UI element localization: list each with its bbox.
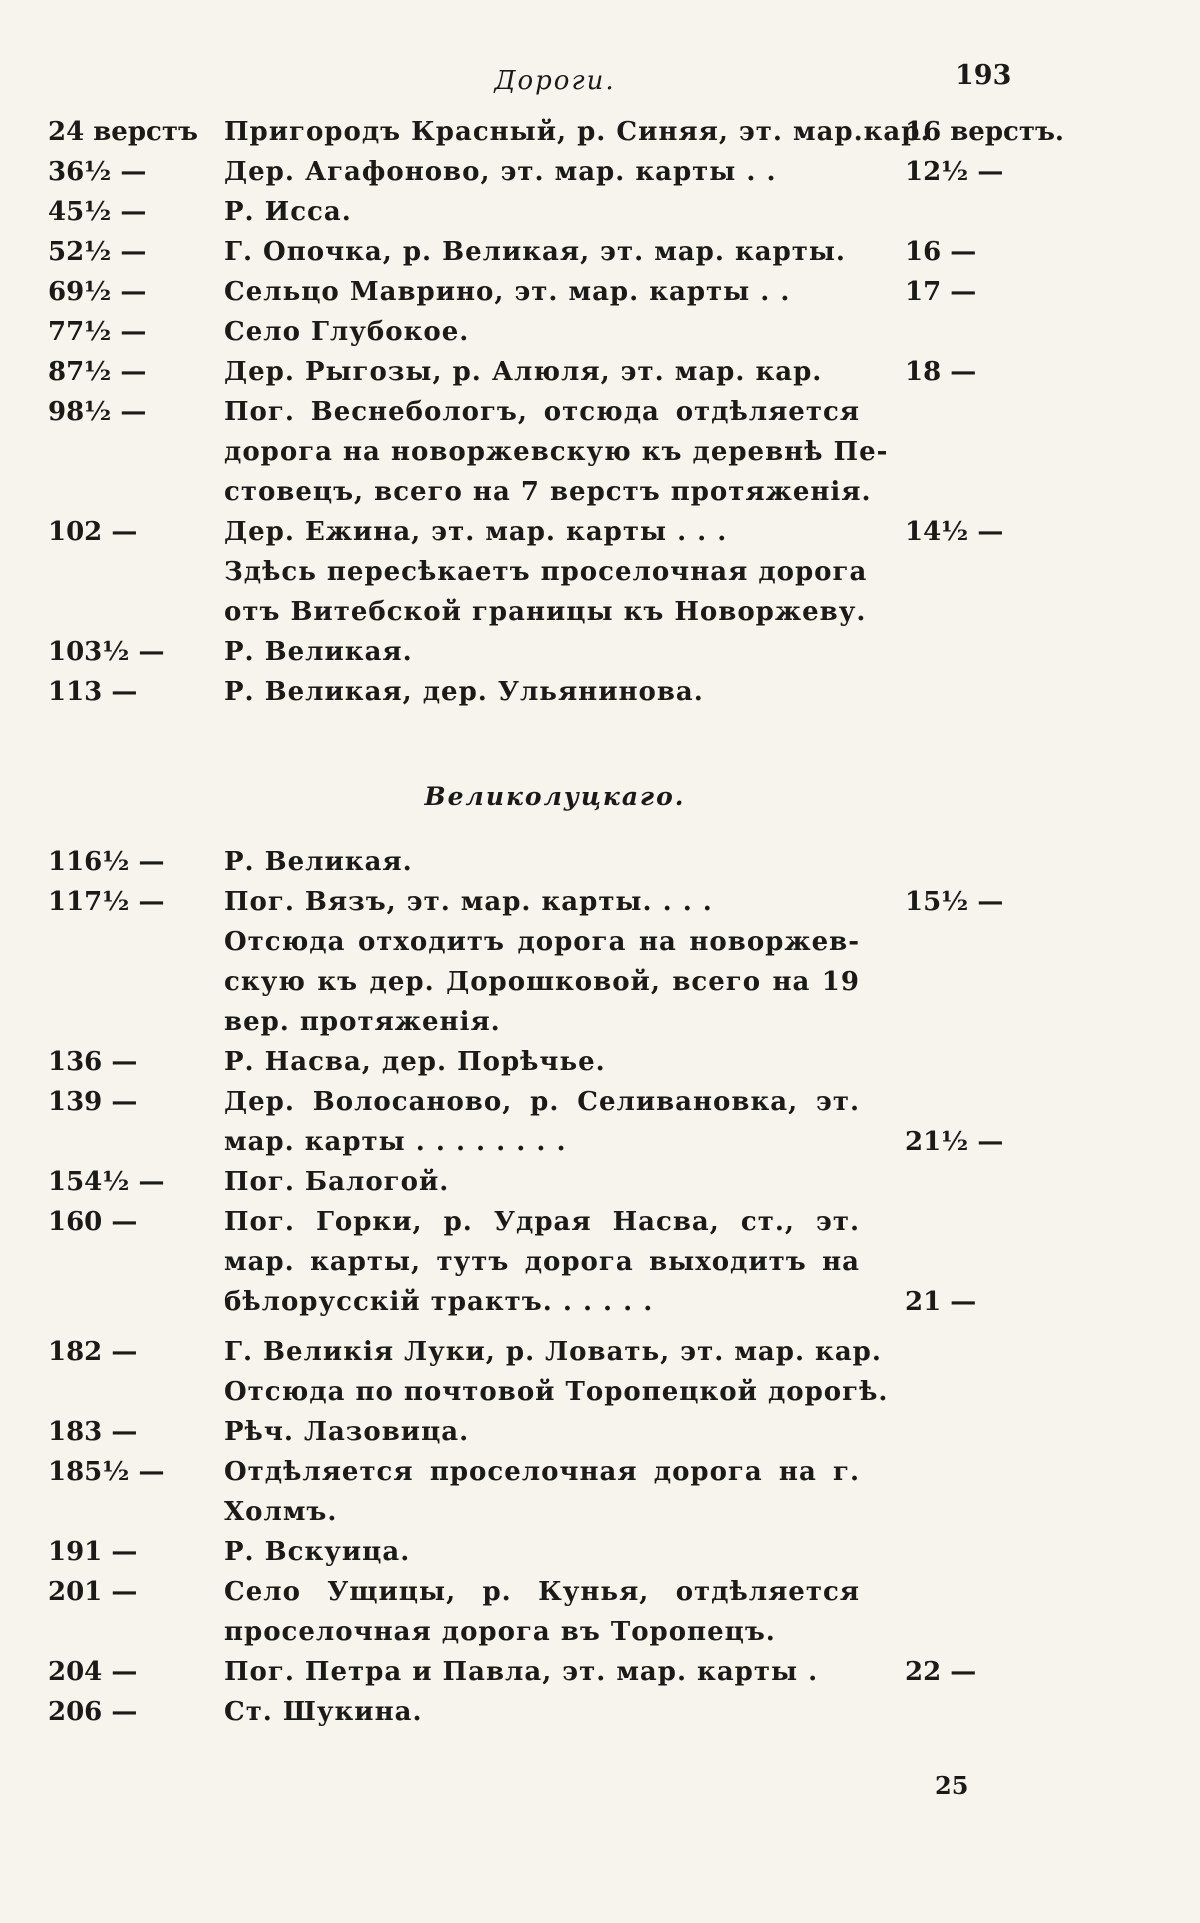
distance-cell: 77½ — [48,317,147,347]
route-entry [0,1122,1200,1162]
place-description: Р. Исса. [224,197,352,227]
place-description: Дер. Волосаново, р. Селивановка, эт. [224,1087,860,1117]
route-entry [0,432,1200,472]
place-description: стовецъ, всего на 7 верстъ протяженія. [224,477,872,507]
distance-cell: 45½ — [48,197,147,227]
route-entry [0,512,1200,552]
route-entry [0,1202,1200,1242]
route-entry [0,882,1200,922]
route-entry [0,962,1200,1002]
stage-distance-cell: 16 — [905,237,977,267]
place-description: Пог. Петра и Павла, эт. мар. карты . [224,1657,819,1687]
route-entry [0,1082,1200,1122]
stage-distance-cell: 21 — [905,1287,977,1317]
page-number: 193 [955,60,1012,91]
route-entry [0,632,1200,672]
distance-cell: 36½ — [48,157,147,187]
distance-cell: 69½ — [48,277,147,307]
stage-distance-cell: 16 верстъ. [905,117,1064,147]
distance-cell: 204 — [48,1657,138,1687]
place-description: вер. протяженія. [224,1007,501,1037]
route-entry [0,472,1200,512]
route-entry [0,232,1200,272]
route-entry [0,1532,1200,1572]
place-description: Р. Великая. [224,637,413,667]
distance-cell: 154½ — [48,1167,165,1197]
place-description: мар. карты, тутъ дорога выходитъ на [224,1247,860,1277]
place-description: Р. Насва, дер. Порѣчье. [224,1047,606,1077]
distance-cell: 52½ — [48,237,147,267]
distance-cell: 201 — [48,1577,138,1607]
place-description: Пог. Горки, р. Удрая Насва, ст., эт. [224,1207,860,1237]
route-entry [0,1612,1200,1652]
distance-cell: 103½ — [48,637,165,667]
route-entry [0,272,1200,312]
place-description: Здѣсь пересѣкаетъ проселочная дорога [224,557,868,587]
stage-distance-cell: 22 — [905,1657,977,1687]
route-entry [0,842,1200,882]
place-description: Дер. Агафоново, эт. мар. карты . . [224,157,777,187]
route-entry [0,1042,1200,1082]
distance-cell: 160 — [48,1207,138,1237]
place-description: скую къ дер. Дорошковой, всего на 19 [224,967,860,997]
route-entry [0,1692,1200,1732]
place-description: Дер. Рыгозы, р. Алюля, эт. мар. кар. [224,357,823,387]
stage-distance-cell: 15½ — [905,887,1004,917]
route-entry [0,592,1200,632]
route-entry [0,552,1200,592]
route-entry [0,1372,1200,1412]
route-entry [0,672,1200,712]
place-description: Р. Великая. [224,847,413,877]
place-description: проселочная дорога въ Торопецъ. [224,1617,776,1647]
distance-cell: 183 — [48,1417,138,1447]
distance-cell: 113 — [48,677,138,707]
stage-distance-cell: 18 — [905,357,977,387]
place-description: Село Ущицы, р. Кунья, отдѣляется [224,1577,860,1607]
place-description: Ст. Шукина. [224,1697,423,1727]
place-description: Р. Вскуица. [224,1537,411,1567]
stage-distance-cell: 17 — [905,277,977,307]
place-description: Дер. Ежина, эт. мар. карты . . . [224,517,728,547]
place-description: дорога на новоржевскую къ деревнѣ Пе- [224,437,889,467]
place-description: Отсюда по почтовой Торопецкой дорогѣ. [224,1377,889,1407]
route-entry [0,1002,1200,1042]
signature-number: 25 [935,1771,969,1800]
route-entry [0,1492,1200,1532]
route-entry [0,392,1200,432]
place-description: Сельцо Маврино, эт. мар. карты . . [224,277,791,307]
route-entry [0,312,1200,352]
stage-distance-cell: 14½ — [905,517,1004,547]
place-description: Г. Опочка, р. Великая, эт. мар. карты. [224,237,846,267]
place-description: Г. Великія Луки, р. Ловать, эт. мар. кар. [224,1337,882,1367]
place-description: бѣлорусскій трактъ. . . . . . [224,1287,654,1317]
route-entry [0,1162,1200,1202]
route-entry [0,1452,1200,1492]
distance-cell: 206 — [48,1697,138,1727]
place-description: Пог. Вязъ, эт. мар. карты. . . . [224,887,713,917]
place-description: Пригородъ Красный, р. Синяя, эт. мар.кар. [224,117,931,147]
distance-cell: 116½ — [48,847,165,877]
route-entry [0,152,1200,192]
place-description: Отдѣляется проселочная дорога на г. [224,1457,860,1487]
distance-cell: 191 — [48,1537,138,1567]
stage-distance-cell: 21½ — [905,1127,1004,1157]
place-description: Р. Великая, дер. Ульянинова. [224,677,704,707]
place-description: Рѣч. Лазовица. [224,1417,470,1447]
place-description: отъ Витебской границы къ Новоржеву. [224,597,867,627]
distance-cell: 139 — [48,1087,138,1117]
place-description: Холмъ. [224,1497,338,1527]
place-description: Село Глубокое. [224,317,470,347]
route-entry [0,1572,1200,1612]
distance-cell: 136 — [48,1047,138,1077]
distance-cell: 87½ — [48,357,147,387]
route-entry [0,1332,1200,1372]
route-entry [0,1412,1200,1452]
route-entry [0,1282,1200,1322]
place-description: Пог. Балогой. [224,1167,450,1197]
route-entry [0,192,1200,232]
section-title: Великолуцкаго. [424,782,686,811]
place-description: мар. карты . . . . . . . . [224,1127,567,1157]
distance-cell: 185½ — [48,1457,165,1487]
route-entry [0,112,1200,152]
route-entry [0,1242,1200,1282]
place-description: Пог. Веснебологъ, отсюда отдѣляется [224,397,860,427]
distance-cell: 117½ — [48,887,165,917]
distance-cell: 98½ — [48,397,147,427]
distance-cell: 24 верстъ [48,117,198,147]
stage-distance-cell: 12½ — [905,157,1004,187]
distance-cell: 182 — [48,1337,138,1367]
distance-cell: 102 — [48,517,138,547]
route-entry [0,352,1200,392]
route-entry [0,922,1200,962]
place-description: Отсюда отходитъ дорога на новоржев- [224,927,860,957]
route-entry [0,1652,1200,1692]
running-title: Дороги. [494,66,616,96]
